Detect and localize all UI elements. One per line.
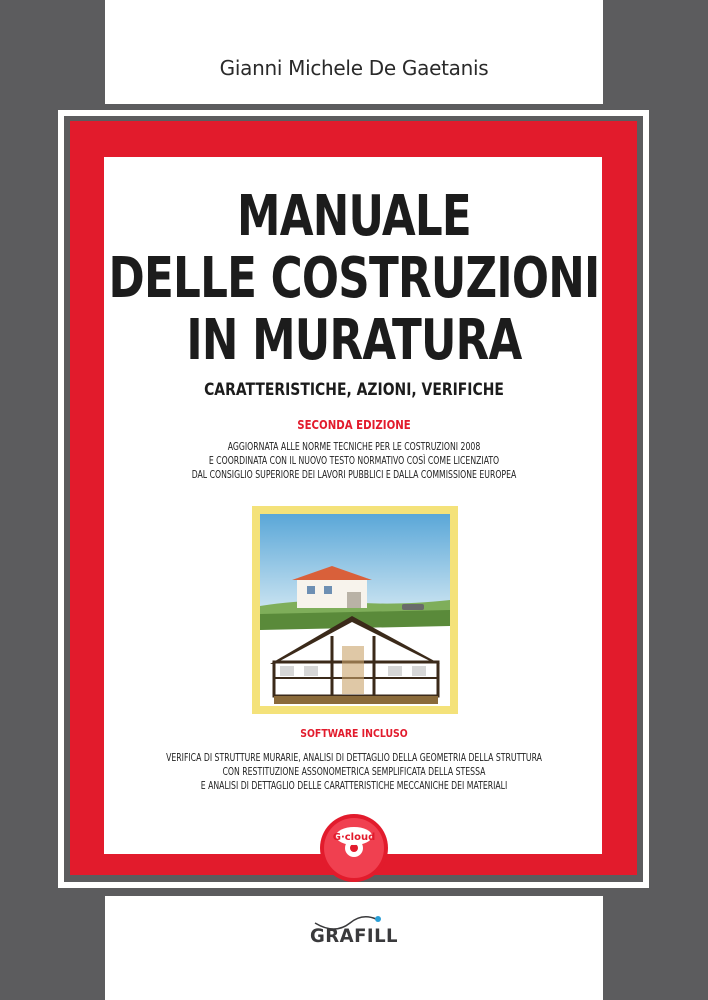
title-line-2: DELLE COSTRUZIONI (108, 246, 600, 311)
software-heading: SOFTWARE INCLUSO (300, 727, 408, 740)
book-title (78, 186, 630, 372)
edition-note-line: E COORDINATA CON IL NUOVO TESTO NORMATIVO COSÌ COME LICENZIATO (208, 455, 500, 467)
software-notes (64, 751, 645, 793)
edition-note-line: DAL CONSIGLIO SUPERIORE DEI LAVORI PUBBLICI E DALLA COMMISSIONE EUROPEA (191, 469, 517, 481)
software-note-line: VERIFICA DI STRUTTURE MURARIE, ANALISI DI DETTAGLIO DELLA GEOMETRIA DELLA STRUTTURA (166, 752, 542, 764)
edition-notes (64, 440, 645, 482)
software-note-line: E ANALISI DI DETTAGLIO DELLE CARATTERISTICHE MECCANICHE DEI MATERIALI (200, 780, 508, 792)
title-line-3: IN MURATURA (186, 308, 522, 373)
author-name: Gianni Michele De Gaetanis (219, 56, 489, 80)
gcloud-badge-icon (318, 812, 390, 884)
title-line-1: MANUALE (237, 184, 471, 249)
book-subtitle: CARATTERISTICHE, AZIONI, VERIFICHE (204, 380, 504, 400)
house-cross-section-illustration (252, 506, 458, 714)
gcloud-badge-label: G·cloud (332, 832, 376, 843)
edition-label: SECONDA EDIZIONE (297, 418, 411, 432)
edition-note-line: AGGIORNATA ALLE NORME TECNICHE PER LE COSTRUZIONI 2008 (227, 441, 481, 453)
top-panel (105, 0, 603, 104)
publisher-name: GRAFILL (309, 925, 399, 947)
software-note-line: CON RESTITUZIONE ASSONOMETRICA SEMPLIFICATA DELLA STESSA (222, 766, 486, 778)
